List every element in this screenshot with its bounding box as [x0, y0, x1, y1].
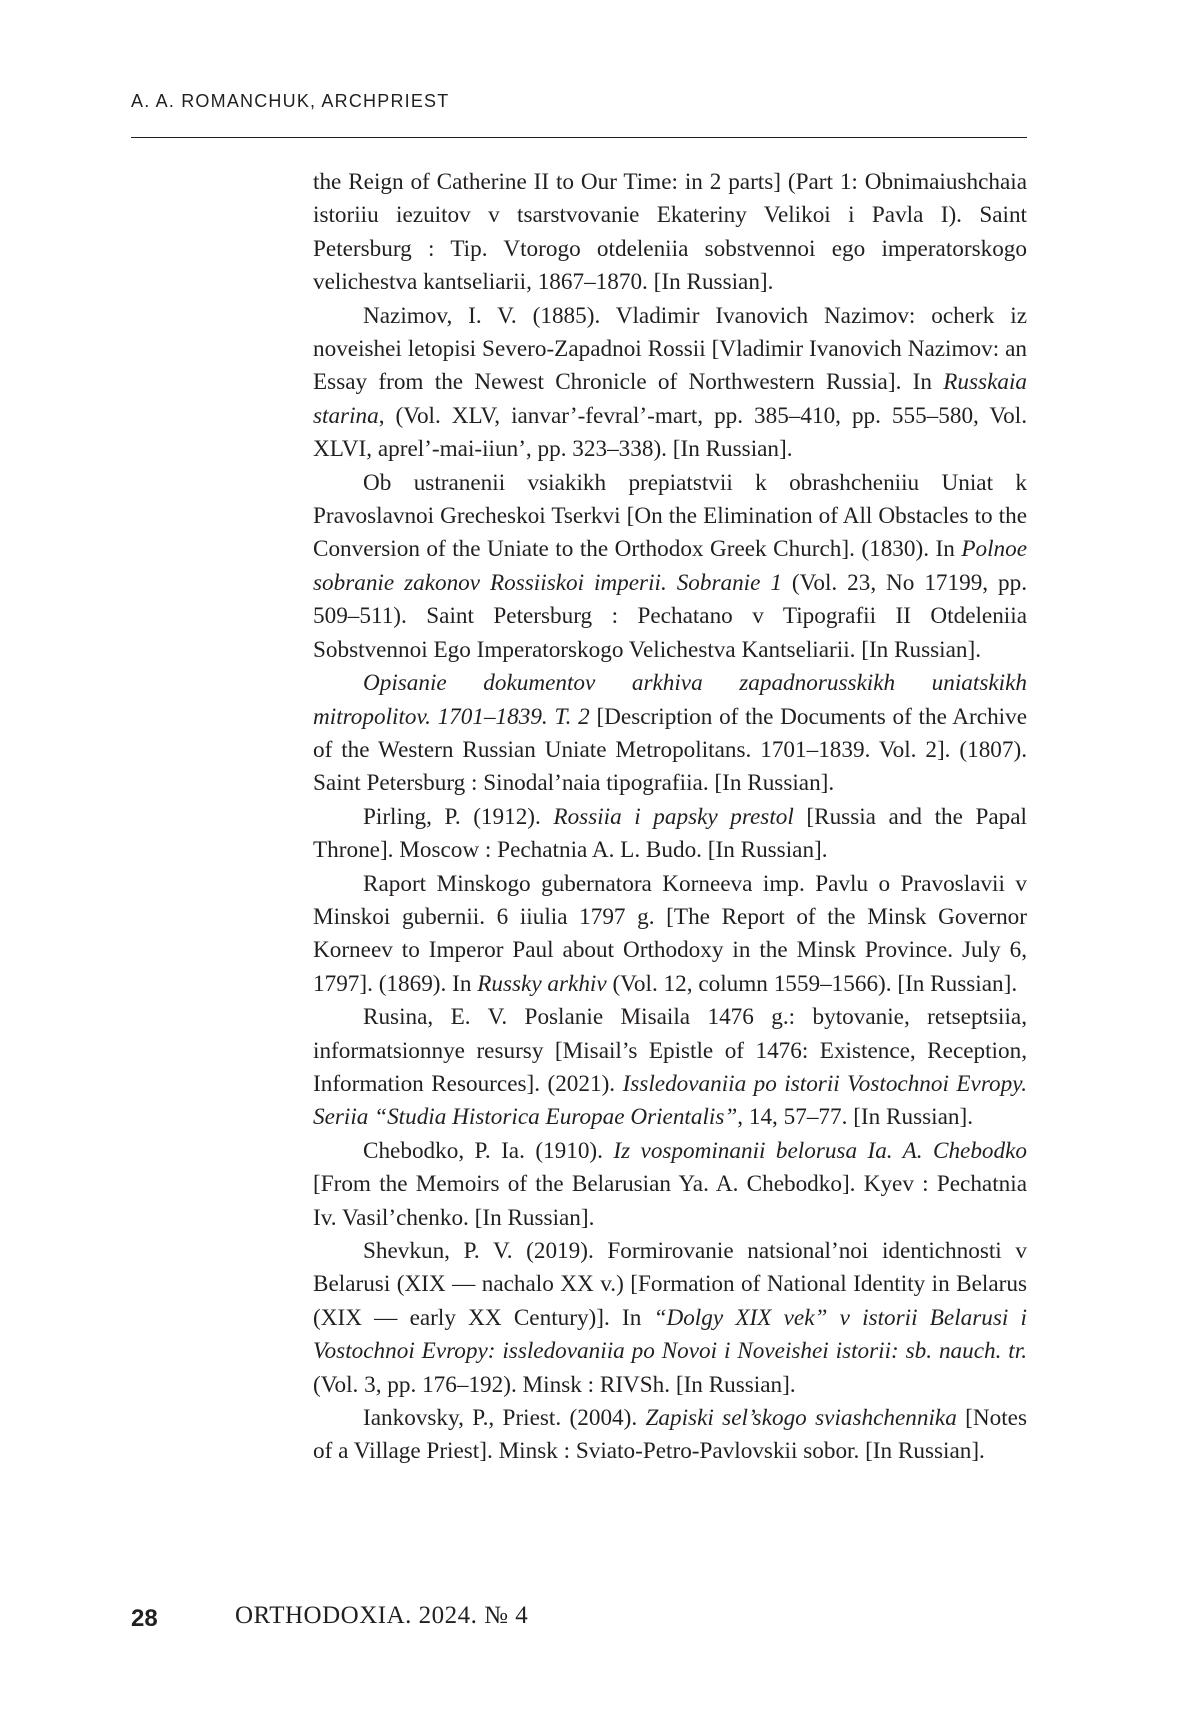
- reference-text: (Vol. 23, No 17199, pp. 509–511). Saint Petersburg : Pechatano v Tipografii II Otdeleniia Sobstvennoi Ego Imperatorskogo Velichestva Kantseliarii. [In Russian].: [313, 569, 1027, 663]
- reference-title-italic: Rossiia i papsky prestol: [553, 803, 794, 830]
- reference-entry: [313, 1001, 1027, 1135]
- page-number: 28: [131, 1605, 158, 1632]
- reference-text: Ob ustranenii vsiakikh prepiatstvii k obrashcheniiu Uniat k Pravoslavnoi Grecheskoi Tserkvi [On the Elimination of All Obstacles to the Conversion of the Uniate to the Orthodox Greek Church]. (1830). In: [313, 469, 1027, 563]
- reference-title-italic: Zapiski sel’skogo sviashchennika: [645, 1405, 957, 1432]
- reference-entry: [313, 1402, 1027, 1469]
- reference-title-italic: Issledovaniia po istorii Vostochnoi Evropy. Seriia “Studia Historica Europae Orientalis”: [313, 1070, 1028, 1131]
- header-rule: [131, 137, 1027, 138]
- reference-title-italic: “Dolgy XIX vek” v istorii Belarusi i Vostochnoi Evropy: issledovaniia po Novoi i Noveishei istorii: sb. nauch. tr.: [313, 1304, 1027, 1365]
- reference-entry: [313, 1135, 1027, 1235]
- reference-list: [313, 166, 1027, 1469]
- reference-title-italic: Russky arkhiv: [477, 970, 607, 997]
- reference-text: [Notes of a Village Priest]. Minsk : Sviato-Petro-Pavlovskii sobor. [In Russian].: [313, 1405, 1028, 1465]
- reference-text: [Russia and the Papal Throne]. Moscow : Pechatnia A. L. Budo. [In Russian].: [313, 803, 1028, 864]
- running-head: A. A. ROMANCHUK, ARCHPRIEST: [131, 91, 450, 111]
- reference-text: the Reign of Catherine II to Our Time: in 2 parts] (Part 1: Obnimaiushchaia istoriiu iezuitov v tsarstvovanie Ekateriny Velikoi i Pavla I). Saint Petersburg : Tip. Vtorogo otdeleniia sobstvennoi ego imperatorskogo velichestva kantseliarii, 1867–1870. [In Russian].: [313, 169, 1027, 296]
- reference-entry: [313, 1235, 1027, 1402]
- reference-text: Pirling, P. (1912).: [363, 803, 554, 830]
- reference-entry: [313, 300, 1027, 467]
- reference-title-italic: Opisanie dokumentov arkhiva zapadnorusskikh uniatskikh mitropolitov. 1701–1839. T. 2: [313, 670, 1027, 730]
- reference-text: Iankovsky, P., Priest. (2004).: [363, 1405, 646, 1432]
- reference-text: Raport Minskogo gubernatora Korneeva imp. Pavlu o Pravoslavii v Minskoi gubernii. 6 iiulia 1797 g. [The Report of the Minsk Governor Korneev to Imperor Paul about Orthodoxy in the Minsk Province. July 6, 1797]. (1869). In: [313, 870, 1027, 997]
- reference-text: , (Vol. XLV, ianvar’-fevral’-mart, pp. 385–410, pp. 555–580, Vol. XLVI, aprel’-mai-iiun’, pp. 323–338). [In Russian].: [313, 402, 1027, 463]
- reference-text: (Vol. 12, column 1559–1566). [In Russian].: [606, 970, 1018, 997]
- reference-text: (Vol. 3, pp. 176–192). Minsk : RIVSh. [In Russian].: [313, 1371, 796, 1398]
- reference-entry: [313, 667, 1027, 801]
- journal-footer: ORTHODOXIA. 2024. № 4: [235, 1602, 529, 1629]
- reference-entry: [313, 166, 1027, 300]
- reference-title-italic: Russkaia starina: [313, 369, 1027, 429]
- reference-entry: [313, 467, 1027, 667]
- reference-text: Nazimov, I. V. (1885). Vladimir Ivanovich Nazimov: ocherk iz noveishei letopisi Severo-Zapadnoi Rossii [Vladimir Ivanovich Nazimov: an Essay from the Newest Chronicle of Northwestern Russia]. In: [313, 302, 1027, 396]
- reference-title-italic: Iz vospominanii belorusa Ia. A. Chebodko: [613, 1137, 1027, 1164]
- reference-text: [Description of the Documents of the Archive of the Western Russian Uniate Metropolitans. 1701–1839. Vol. 2]. (1807). Saint Petersburg : Sinodal’naia tipografiia. [In Russian].: [313, 703, 1027, 797]
- reference-entry: [313, 801, 1027, 868]
- reference-text: Rusina, E. V. Poslanie Misaila 1476 g.: bytovanie, retseptsiia, informatsionnye resursy [Misail’s Epistle of 1476: Existence, Reception, Information Resources]. (2021).: [313, 1004, 1027, 1097]
- reference-text: [From the Memoirs of the Belarusian Ya. A. Chebodko]. Kyev : Pechatnia Iv. Vasil’chenko. [In Russian].: [313, 1171, 1027, 1231]
- reference-title-italic: Polnoe sobranie zakonov Rossiiskoi imperii. Sobranie 1: [313, 536, 1027, 596]
- reference-text: Chebodko, P. Ia. (1910).: [363, 1137, 614, 1164]
- reference-text: , 14, 57–77. [In Russian].: [737, 1104, 973, 1131]
- reference-text: Shevkun, P. V. (2019). Formirovanie natsional’noi identichnosti v Belarusi (XIX — nachalo XX v.) [Formation of National Identity in Belarus (XIX — early XX Century)]. In: [313, 1238, 1027, 1331]
- reference-entry: [313, 868, 1027, 1002]
